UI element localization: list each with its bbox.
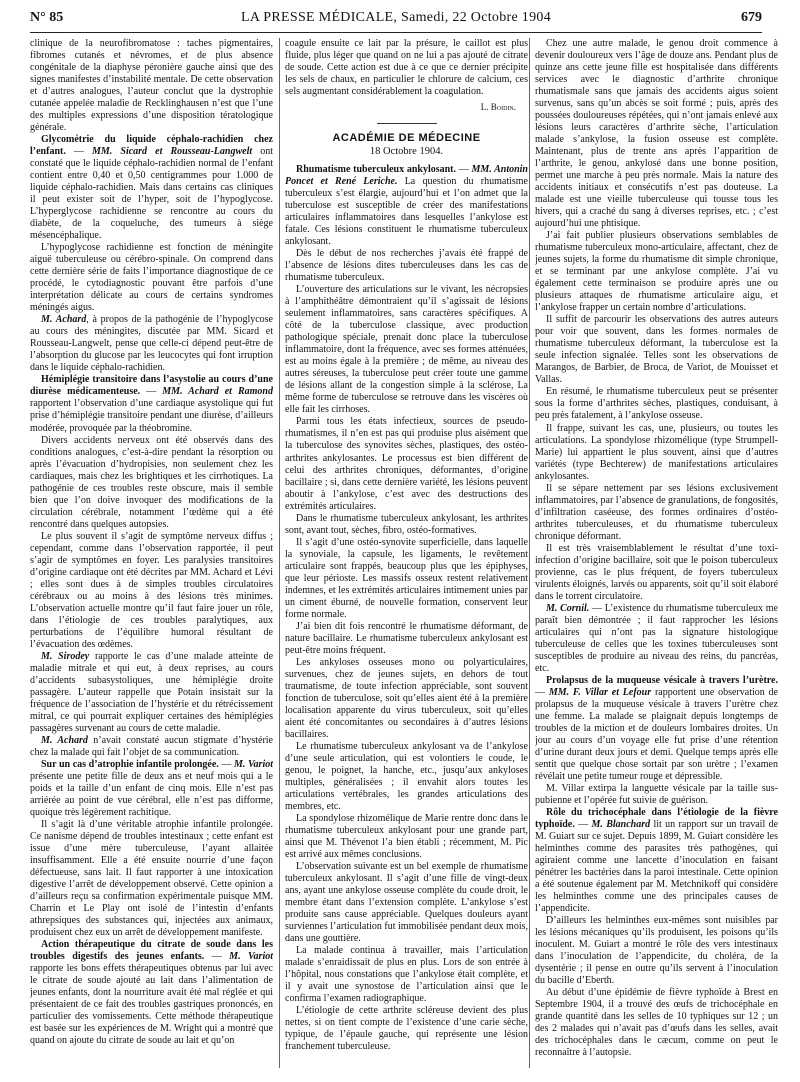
article-text: n’avait constaté aucun stigmate d’hystérie chez la malade qui fait l’objet de sa communication. [30, 734, 273, 758]
paragraph [30, 735, 273, 759]
column-right [535, 38, 778, 1068]
paragraph: Chez une autre malade, le genou droit commence à devenir douloureux vers l’âge de douze ans. Pendant plus de quinze ans cette jeune fille est hospitalisée dans différents services avec le diagnostic d’arthrite chronique rhumatismale sans que jamais des accidents aigus soient survenus, sans qu’un abcès se soit formé ; puis, après des poussées douloureuses répétées, qui n’ont jamais enlevé aux lésions leurs caractères d’arthrite sèche, l’articulation malade s’ankylose, la fusion osseuse est complète. Maintenant, plus de trente ans après l’apparition de l’arthrite, le genou, ankylosé dans une bonne position, permet une marche à peu près normale. Mais la nature des accidents initiaux et consécutifs n’est pas douteuse. La malade est une vieille tuberculeuse qui tousse tous les hivers, qui a craché du sang à diverses reprises, etc. ; c’est aujourd’hui une phtisique. [535, 38, 778, 230]
article-title: Glycométrie du liquide céphalo-rachidien chez l’enfant. [30, 134, 273, 158]
article-title: Hémiplégie transitoire dans l’asystolie au cours d’une diurèse médicamenteuse. [30, 374, 273, 398]
paragraph: En résumé, le rhumatisme tuberculeux peut se présenter sous la forme d’arthrites sèches, plastiques, conduisant, à peu près fatalement, à l’ankylose osseuse. [535, 386, 778, 422]
article-text: ont constaté que le liquide céphalo-rachidien normal de l’enfant contient entre 0,40 et 0,50 centigrammes pour 1.000 de liquide céphalo-rachidien. Mais dans certains cas cliniques il peut exister soit de l’hyper, soit de l’hypoglycose. L’hyperglycose rachidienne se rencontre au cours du diabète, de la coqueluche, des tumeurs à siège mésencéphalique. [30, 146, 273, 242]
article-text: L’existence du rhumatisme tuberculeux me paraît bien démontrée ; il faut rapprocher les lésions articulaires qui n’ont pas la signature histologique tuberculeuse de celles que les toxines tuberculeuses sont susceptibles de produire au niveau des reins, du pancréas, etc. [535, 602, 778, 674]
article-text: lit un rapport sur un travail de M. Guiart sur ce sujet. Depuis 1899, M. Guiart considère les helminthes comme des parasites très pathogènes, qui agiraient comme une lancette d’inoculation en faisant pénétrer les bactéries dans la paroi intestinale. Cette opinion a été soutenue également par M. Metchnikoff qui considère les helminthes comme une des principales causes de l’appendicite. [535, 819, 778, 915]
paragraph: L’observation suivante est un bel exemple de rhumatisme tuberculeux ankylosant. Il s’agit d’une fille de vingt-deux ans, ayant une ankylose osseuse complète du coude droit, le membre étant dans l’extension complète. L’ankylose s’est produite sans cause appréciable. Quelques douleurs ayant surviennes l’articulation fut immobilisée pendant deux mois, dans une gouttière. [285, 861, 528, 945]
article-author: M. Variot [234, 758, 273, 770]
article-author: M. Sirodey [41, 650, 90, 662]
article-author: MM. Achard et Ramond [162, 386, 273, 398]
article-trichocephale: Rôle du trichocéphale dans l’étiologie de la fièvre typhoïde. — M. Blanchard lit un rapport sur un travail de M. Guiart sur ce sujet. Depuis 1899, M. Guiart considère les helminthes comme des parasites très pathogènes, qui agiraient comme une lancette d’inoculation en faisant pénétrer les bactéries dans la paroi intestinale. Cette opinion a été soutenue également par M. Metchnikoff qui considère les helminthes comme une des principales causes de l’appendicite. [535, 807, 778, 915]
article-author: MM. Antonin Poncet et René Leriche. [285, 164, 528, 188]
article-prolapsus: Prolapsus de la muqueuse vésicale à travers l’urètre. — MM. F. Villar et Lefour rapportent une observation de prolapsus de la muqueuse vésicale à travers l’urètre chez une femme. La malade se plaignait depuis longtemps de troubles de la miction et de douleurs lombaires droites. Un jour au cours d’un voyage elle fut prise d’une rétention d’urine durant deux jours et demi. Quelque temps après elle sentit que quelque chose sortait par son urètre ; l’examen révélait une petite tumeur rouge et dépressible. [535, 674, 778, 782]
paragraph [30, 314, 273, 374]
paragraph: Le rhumatisme tuberculeux ankylosant va de l’ankylose d’une seule articulation, qui est volontiers le coude, le genou, le poignet, la hanche, etc., jusqu’aux ankyloses multiples, généralisées ; il envahit alors toutes les articulations vertébrales, les grandes articulations des membres, etc. [285, 740, 528, 812]
paragraph: La malade continua à travailler, mais l’articulation malade s’enraidissait de plus en plus. Lors de son entrée à l’hôpital, nous constations que l’ankylose était complète, et il y avait une synostose de l’articulation ainsi que le confirma l’examen radiographique. [285, 945, 528, 1005]
issue-number: N° 85 [30, 10, 64, 25]
paragraph: M. Cornil. — L’existence du rhumatisme tuberculeux me paraît bien démontrée ; il faut rapprocher les lésions articulaires qui n’ont pas la signature histologique tuberculeuse de celles que les toxines tuberculeuses sont susceptibles de produire au niveau des reins, du pancréas, etc. [535, 602, 778, 674]
article-author: M. Blanchard [591, 819, 651, 831]
article-hemiplegie: Hémiplégie transitoire dans l’asystolie au cours d’une diurèse médicamenteuse. — MM. Achard et Ramond rapportent l’observation d’une cardiaque asystolique qui fut prise d’hémiplégie transitoire pendant une diurèse, d’ailleurs modérée, provoquée par la théobromine. [30, 374, 273, 434]
page-header [30, 6, 762, 33]
paragraph [30, 651, 273, 735]
article-author: MM. Sicard et Rousseau-Langwelt [92, 146, 253, 158]
article-text: rapporte les bons effets thérapeutiques obtenus par lui avec le citrate de soude ajouté au lait dans l’alimentation de jeunes enfants, dont la nourriture avait été mal réglée et qui présentaient de ce fait des troubles gastriques prononcés, en particulier des vomissements. Cette méthode thérapeutique est basée sur les expériences de M. Wright qui a montré que quand on ajoute du citrate de soude au lait et qu’on [30, 963, 273, 1047]
paragraph: Il s’agit d’une ostéo-synovite superficielle, dans laquelle la synoviale, la capsule, les ligaments, le revêtement articulaire sont frappés, beaucoup plus que les épiphyses, que leur périoste. Les massifs osseux restent relativement indemnes, et les extrémités articulaires intimement unies par un ciment éburné, de nouvelle formation, conservent leur forme normale. [285, 536, 528, 620]
article-author: M. Variot [229, 951, 273, 963]
paragraph: J’ai fait publier plusieurs observations semblables de rhumatisme tuberculeux mono-articulaire, affectant, chez de jeunes sujets, la forme du rhumatisme dit simple chronique, et se terminant par une ankylose complète. J’ai vu également cette terminaison se produire après une ou plusieurs attaques de rhumatisme articulaire aigu, et l’ankylose frapper un certain nombre d’articulations. [535, 230, 778, 314]
paragraph: coagule ensuite ce lait par la présure, le caillot est plus fluide, plus léger que quand on ne lui a pas ajouté de citrate de soude. Cette action est due à ce que ce dernier précipite les sels de chaux, en particulier le chlorure de calcium, ces sels augmentant considérablement la coagulation. [285, 38, 528, 98]
page-number: 679 [741, 10, 762, 25]
column-left [30, 38, 273, 1068]
article-glycometrie: Glycométrie du liquide céphalo-rachidien chez l’enfant. — MM. Sicard et Rousseau-Langwelt ont constaté que le liquide céphalo-rachidien normal de l’enfant contient entre 0,40 et 0,50 centigrammes pour 1.000 de liquide céphalo-rachidien. Mais dans certains cas cliniques il peut exister soit de l’hyper, soit de l’hypoglycose. L’hyperglycose rachidienne se rencontre au cours du diabète, de la coqueluche, des tumeurs à siège mésencéphalique. [30, 134, 273, 242]
article-author: M. Cornil. [546, 602, 590, 614]
article-title: Prolapsus de la muqueuse vésicale à travers l’urètre. [546, 674, 778, 686]
column-divider [529, 38, 530, 1068]
paragraph: clinique de la neurofibromatose : taches pigmentaires, fibromes cutanés et névromes, et de plus absence congénitale de la diaphyse péronière gauche ainsi que des signes manifestes d’instabilité mentale. De cette observation et d’autres analogues, l’auteur conclut que la dystrophie cutanée appelée maladie de Recklinghausen n’est que l’une des multiples expressions d’une disposition tératologique générale. [30, 38, 273, 134]
paragraph: La spondylose rhizomélique de Marie rentre donc dans le rhumatisme tuberculeux ankylosant pour une grande part, ainsi que M. Thévenot l’a bien établi ; récemment, M. Pic est arrivé aux mêmes conclusions. [285, 812, 528, 861]
paragraph: Au début d’une épidémie de fièvre typhoïde à Brest en Septembre 1904, il a trouvé des œufs de trichocéphale en grande quantité dans les selles de 10 typhiques sur 12 ; un des 2 malades qui n’avait pas d’œufs dans les selles, avait des trichocéphales dans le cæcum, comme on peut le reconnaître à l’autopsie. [535, 987, 778, 1059]
paragraph: Dans le rhumatisme tuberculeux ankylosant, les arthrites sont, avant tout, sèches, fibro, ostéo-formatives. [285, 512, 528, 536]
article-text: présente une petite fille de deux ans et neuf mois qui a le poids et la taille d’un enfant de cinq mois. Elle n’est pas arriérée au point de vue cérébral, elle n’est pas difforme, quoique très légèrement rachitique. [30, 770, 273, 818]
journal-title: LA PRESSE MÉDICALE, Samedi, 22 Octobre 1904 [241, 10, 551, 25]
paragraph: Les ankyloses osseuses mono ou polyarticulaires, survenues, chez de jeunes sujets, en dehors de tout traumatisme, de toute infection appréciable, sont souvent fonction de tuberculose, soit qu’elles aient été à la première localisation apparente du virus tuberculeux, soit qu’elles aient été concomitantes ou secondaires à d’autres lésions bacillaires. [285, 656, 528, 740]
article-text: rapportent une observation de prolapsus de la muqueuse vésicale à travers l’urètre chez une femme. La malade se plaignait depuis longtemps de troubles de la miction et de douleurs lombaires droites. Un jour au cours d’un voyage elle fut prise d’une rétention d’urine durant deux jours et demi. Quelque temps après elle sentit que quelque chose sortait par son urètre ; l’examen révélait une petite tumeur rouge et dépressible. [535, 686, 778, 782]
article-title: Action thérapeutique du citrate de soude dans les troubles digestifs des jeunes enfants. [30, 939, 273, 963]
paragraph: Le plus souvent il s’agit de symptôme nerveux diffus ; cependant, comme dans l’observation rapportée, il peut s’agir de symptômes en foyer. Les paralysies transitoires d’origine cardiaque ont été décrites par MM. Achard et Lévi ; elles sont dues à de simples troubles circulatoires cérébraux ou au moins à des lésions très minimes. L’observation actuelle montre qu’il faut faire jouer un rôle, dans l’étiologie de ces troubles paralytiques, aux perturbations de l’équilibre humoral résultant de l’évacuation des œdèmes. [30, 530, 273, 650]
section-date: 18 Octobre 1904. [369, 146, 444, 158]
paragraph: Il se sépare nettement par ses lésions exclusivement inflammatoires, par l’absence de granulations, de fongosités, d’infiltration caséeuse, des formes ordinaires d’ostéo-arthrites tuberculeuses, et du rhumatisme tuberculeux chronique déformant. [535, 482, 778, 542]
paragraph: M. Villar extirpa la languette vésicale par la taille sus-pubienne et l’opérée fut suivie de guérison. [535, 782, 778, 806]
article-text: , à propos de la pathogénie de l’hypoglycose au cours des méningites, discutée par MM. Sicard et Rousseau-Langwelt, pense que celle-ci dépend peut-être de l’absorption du glucose par les leucocytes qui font irruption dans le liquide céphalo-rachidien. [30, 314, 273, 374]
article-author: M. Achard [41, 314, 87, 326]
article-citrate: Action thérapeutique du citrate de soude dans les troubles digestifs des jeunes enfants. — M. Variot rapporte les bons effets thérapeutiques obtenus par lui avec le citrate de soude ajouté au lait dans l’alimentation de jeunes enfants, dont la nourriture avait été mal réglée et qui présentaient de ce fait des troubles gastriques prononcés, en particulier des vomissements. Cette méthode thérapeutique est basée sur les expériences de M. Wright qui a montré que quand on ajoute du citrate de soude au lait et qu’on [30, 939, 273, 1047]
article-text: La question du rhumatisme tuberculeux s’est élargie, aujourd’hui et l’on admet que la tuberculose est susceptible de créer des manifestations articulaires inflammatoires dans lesquelles l’ankylose est fatale. Ces lésions constituent le rhumatisme tuberculeux ankylosant. [285, 176, 528, 248]
section-heading: ACADÉMIE DE MÉDECINE [332, 132, 481, 145]
article-text: rapportent l’observation d’une cardiaque asystolique qui fut prise d’hémiplégie transitoire pendant une diurèse, d’ailleurs modérée, provoquée par la théobromine. [30, 398, 273, 434]
paragraph: Divers accidents nerveux ont été observés dans des conditions analogues, c’est-à-dire pendant la résorption ou après l’évacuation d’hydropisies, non seulement chez les cardiaques, mais chez les brightiques et les cirrhotiques. La pathogénie de ces troubles reste obscure, mais il semble bien que l’on doive invoquer des modifications de la circulation cérébrale, notamment l’œdème qui a été rencontré dans quelques autopsies. [30, 434, 273, 530]
paragraph: L’hypoglycose rachidienne est fonction de méningite aiguë tuberculeuse ou cérébro-spinale. On comprend dans cette dernière série de faits l’importance diagnostique de ce procédé, le cytodiagnostic pouvant être parfois d’une interprétation délicate au cours de certains syndromes méningés aigus. [30, 242, 273, 314]
paragraph: J’ai bien dit fois rencontré le rhumatisme déformant, de nature bacillaire. Le rhumatisme tuberculeux ankylosant est peut-être moins fréquent. [285, 620, 528, 656]
article-title: Sur un cas d’atrophie infantile prolongée. [41, 758, 219, 770]
paragraph: Il s’agit là d’une véritable atrophie infantile prolongée. Ce nanisme dépend de troubles intestinaux ; cette enfant est issue d’une mère tuberculeuse, l’ayant allaitée insuffisamment. Elle a été ensuite nourrie d’une façon défectueuse, sans lait. Il faut rapporter à une intoxication digestive l’arrêt de développement observé. Cette opinion a d’ailleurs reçu sa confirmation expérimentale puisque MM. Charrin et Le Play ont isolé de l’intestin d’enfants athrepsiques des substances qui, injectées aux animaux, produisent chez eux un arrêt de développement manifeste. [30, 819, 273, 939]
column-divider [279, 38, 280, 1068]
article-text: rapporte le cas d’une malade atteinte de maladie mitrale et qui eut, à deux reprises, au cours d’accidents subasystoliques, une hémiplégie droite passagère. L’auteur rappelle que Potain insistait sur la fréquence de l’association de l’hystérie et du rétrécissement mitral, ce qui pourrait expliquer certaines des hémiplégies passagères survenant au cours de cette maladie. [30, 650, 273, 734]
article-rhumatisme: Rhumatisme tuberculeux ankylosant. — MM. Antonin Poncet et René Leriche. La question du rhumatisme tuberculeux s’est élargie, aujourd’hui et l’on admet que la tuberculose est susceptible de créer des manifestations articulaires inflammatoires dans lesquelles l’ankylose est fatale. Ces lésions constituent le rhumatisme tuberculeux ankylosant. [285, 164, 528, 248]
paragraph: D’ailleurs les helminthes eux-mêmes sont nuisibles par les lésions mécaniques qu’ils produisent, les poisons qu’ils inoculent. M. Guiart a montré le rôle des vers intestinaux dans l’inoculation de l’appendicite, du choléra, de la dysentérie ; il pense en outre qu’ils servent à l’inoculation du bacille d’Eberth. [535, 915, 778, 987]
author-signature: L. Boidin. [480, 102, 516, 113]
paragraph: Il suffit de parcourir les observations des autres auteurs pour voir que souvent, dans les formes normales de rhumatisme tuberculeux déformant, la tuberculose est la seule infection signalée. Telles sont les observations de Marangos, de Barbier, de Broca, de Variot, de Mouisset et Vallas. [535, 314, 778, 386]
paragraph: Parmi tous les états infectieux, sources de pseudo-rhumatismes, il n’en est pas qui produise plus aisément que la tuberculose des synovites sèches, plastiques, des ostéo-arthrites ankylosantes. Le processus est bien différent de celui des arthrites chroniques, déformantes, d’origine bacillaire ; si, dans cette dernière variété, les lésions peuvent aboutir à l’ankylose, c’est avec des destructions des extrémités articulaires. [285, 416, 528, 512]
paragraph: L’ouverture des articulations sur le vivant, les nécropsies à l’amphithéâtre démontraient qu’il s’agissait de lésions seulement inflammatoires, sans caractères spécifiques. A côté de la tuberculose classique, avec production pathologique spéciale, prenait donc place la tuberculose inflammatoire, dont la fréquence, avec ses formes atténuées, est au moins égale à la première ; de même, au niveau des autres séreuses, la tuberculose peut créer toute une gamme de lésions allant de la congestion simple à la sclérose, La même forme de tuberculose se retrouve dans les viscères où elle fait les cirrhoses. [285, 284, 528, 416]
article-atrophie: Sur un cas d’atrophie infantile prolongée. — M. Variot présente une petite fille de deux ans et neuf mois qui a le poids et la taille d’un enfant de cinq mois. Elle n’est pas arriérée au point de vue cérébral, elle n’est pas difforme, quoique très légèrement rachitique. [30, 758, 273, 818]
article-title: Rôle du trichocéphale dans l’étiologie de la fièvre typhoïde. [535, 807, 778, 831]
section-rule [377, 123, 437, 124]
article-title: Rhumatisme tuberculeux ankylosant. [296, 164, 456, 176]
paragraph: L’étiologie de cette arthrite scléreuse devient des plus nettes, si on tient compte de l’existence d’une carie sèche, typique, de l’épaule gauche, qui représente une lésion franchement tuberculeuse. [285, 1005, 528, 1053]
article-author: M. Achard [41, 734, 88, 746]
column-middle [285, 38, 528, 1068]
paragraph: Il est très vraisemblablement le résultat d’une toxi-infection d’origine bacillaire, soit que le poison tuberculeux provienne, cas le plus fréquent, de foyers tuberculeux virulents éloignés, larvés ou apparents, soit qu’il soit élaboré dans le torrent circulatoire. [535, 542, 778, 602]
article-author: MM. F. Villar et Lefour [548, 686, 652, 698]
paragraph: Dès le début de nos recherches j’avais été frappé de l’absence de lésions dites tuberculeuses dans les cas de rhumatisme tuberculeux. [285, 248, 528, 284]
paragraph: Il frappe, suivant les cas, une, plusieurs, ou toutes les articulations. La spondylose rhizomélique (type Strumpell-Marie) lui appartient le plus souvent, ainsi que d’autres variétés (type Bechterew) de manifestations articulaires ankylosantes. [535, 422, 778, 482]
